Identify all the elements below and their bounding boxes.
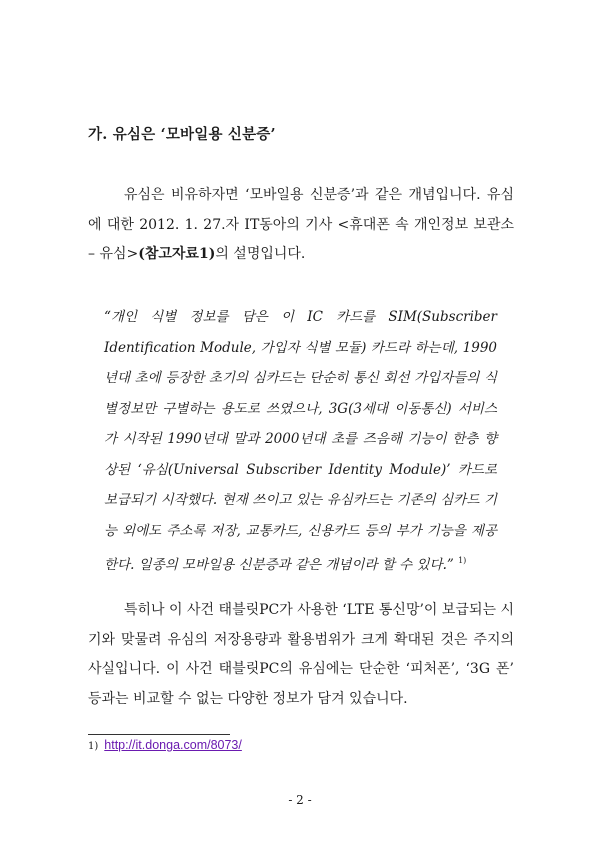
- body-paragraph: [88, 596, 514, 714]
- reference-bold: (참고자료1): [138, 246, 216, 262]
- footnote-number: 1): [88, 741, 99, 752]
- footnote-divider: [88, 734, 230, 735]
- section-heading: 가. 유심은 ‘모바일용 신분증’: [88, 126, 276, 143]
- quote-text: “개인 식별 정보를 담은 이 IC 카드를 SIM(Subscriber Identification Module, 가입자 식별 모듈) 카드라 하는데, 1990년대 초에 등장한 초기의 심카드는 단순히 통신 회선 가입자들의 식별정보만 구별하는 용도로 쓰였으나, 3G(3세대 이동통신) 서비스가 시작된 1990년대 말과 2000년대 초를 즈음해 기능이 한층 향상된 ‘유심(Universal Subscriber Identity Module)’ 카드로 보급되기 시작했다. 현재 쓰이고 있는 유심카드는 기존의 심카드 기능 외에도 주소록 저장, 교통카드, 신용카드 등의 부가 기능을 제공한다. 일종의 모바일용 신분증과 같은 개념이라 할 수 있다.”: [104, 309, 497, 573]
- page-number: - 2 -: [288, 793, 312, 807]
- quoted-passage: [104, 302, 497, 581]
- footnote-reference[interactable]: 1): [458, 556, 467, 565]
- intro-text: 유심은 비유하자면 ‘모바일용 신분증’과 같은 개념입니다. 유심에 대한 2012. 1. 27.자 IT동아의 기사 <휴대폰 속 개인정보 보관소 – 유심>: [88, 187, 514, 262]
- footnote-link[interactable]: http://it.donga.com/8073/: [104, 738, 242, 752]
- intro-text-end: 의 설명입니다.: [215, 246, 306, 262]
- intro-paragraph: [88, 181, 514, 270]
- body-text: 특히나 이 사건 태블릿PC가 사용한 ‘LTE 통신망’이 보급되는 시기와 맞물려 유심의 저장용량과 활용범위가 크게 확대된 것은 주지의 사실입니다. 이 사건 태블릿PC의 유심에는 단순한 ‘피처폰’, ‘3G 폰’ 등과는 비교할 수 없는 다양한 정보가 담겨 있습니다.: [88, 602, 514, 707]
- footnote: [88, 737, 242, 755]
